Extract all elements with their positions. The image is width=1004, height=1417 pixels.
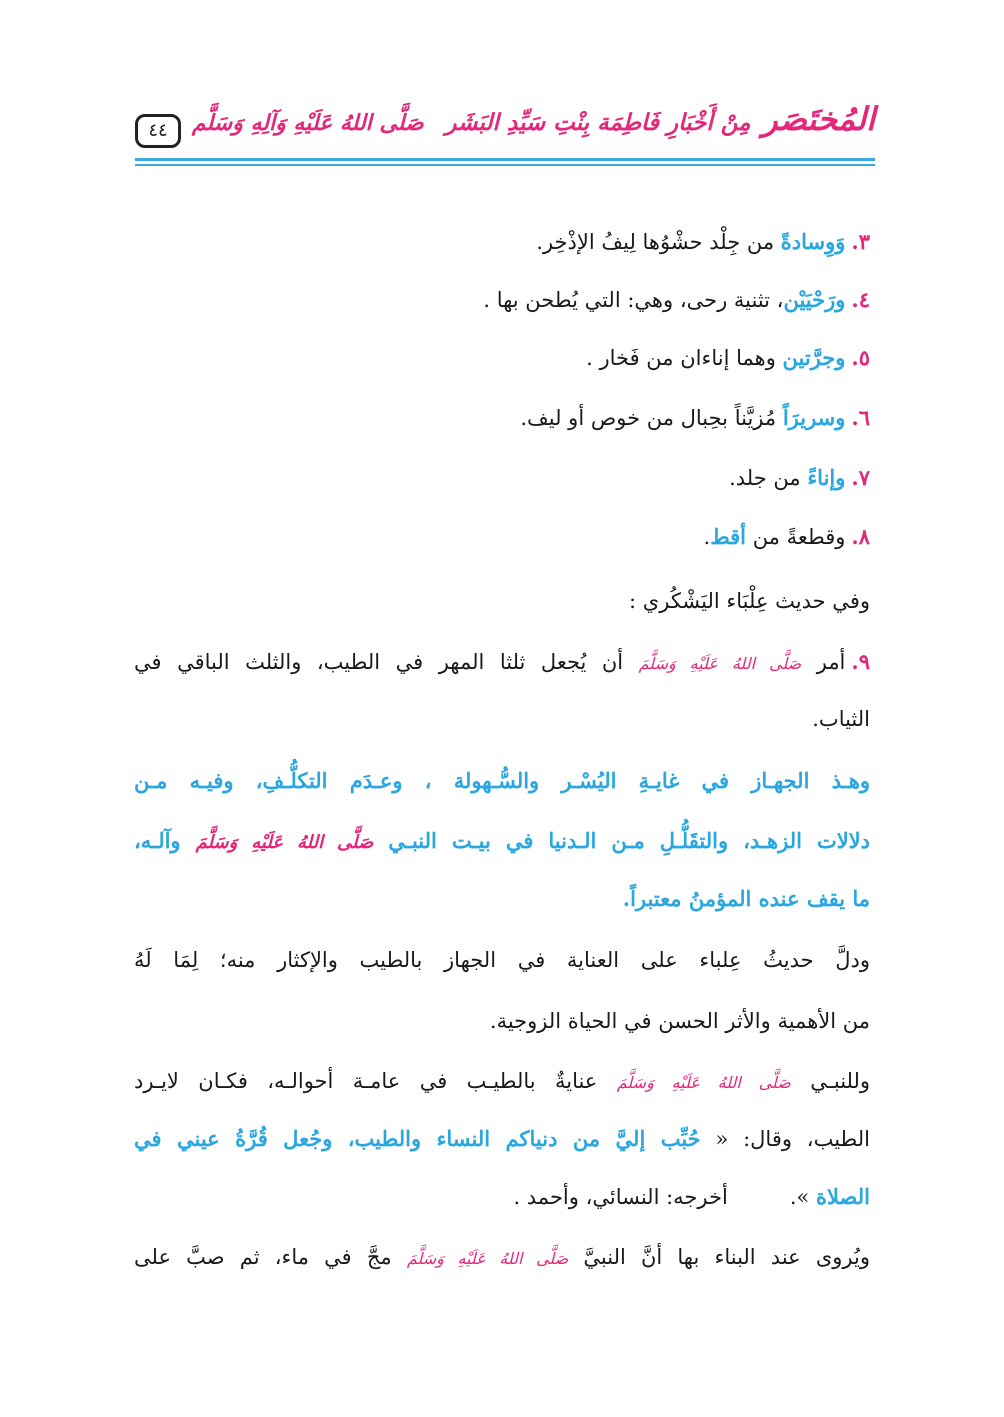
item-number: ٩. xyxy=(851,649,870,674)
list-item xyxy=(586,343,870,373)
item-keyword: أقط xyxy=(710,524,747,549)
highlight-line: وهـذ الجهـاز في غايـةِ اليُسْـر والسُّـهولة ، وعـدَم التكلُّـفِ، وفيـه مـن xyxy=(134,768,870,793)
paragraph-line xyxy=(134,1124,870,1154)
page-number: ٤٤ xyxy=(135,114,181,148)
title-main: المُختَصَر xyxy=(762,100,875,138)
item-number: ٨. xyxy=(851,524,870,549)
title-salat: صَلَّى اللهُ عَلَيْهِ وَآلِهِ وَسَلَّم xyxy=(191,110,424,136)
paragraph-line xyxy=(134,1242,870,1274)
page-header xyxy=(135,100,875,172)
item-text: ، تثنية رحى، وهي: التي يُطحن بها . xyxy=(483,288,784,312)
item-number: ٧. xyxy=(851,465,870,490)
item-number: ٣. xyxy=(851,229,870,254)
item-text: أمر xyxy=(801,650,846,674)
paragraph-text: عنايةٌ بالطيـب في عامـة أحوالـه، فكـان لايـرد xyxy=(134,1069,617,1093)
running-title xyxy=(193,100,875,154)
header-rule xyxy=(135,164,875,166)
item-keyword: وإناءً xyxy=(807,465,846,490)
hadith-quote: حُبِّب إليَّ من دنياكم النساء والطيب، وجُعل قُرَّةُ عيني في xyxy=(134,1126,701,1151)
item-keyword: وجرَّتين xyxy=(782,345,846,370)
title-sub: مِنْ أَخْبَارِ فَاطِمَة بِنْتِ سَيِّدِ البَشَر xyxy=(445,109,751,136)
item-keyword: وَوِسادةً xyxy=(780,229,846,254)
item-number: ٥. xyxy=(851,345,870,370)
list-item xyxy=(704,522,870,552)
intro-line: وفي حديث عِلْبَاء اليَشْكُري : xyxy=(629,589,870,613)
paragraph-line: من الأهمية والأثر الحسن في الحياة الزوجية. xyxy=(489,1009,870,1033)
highlight-text: دلالات الزهـد، والتقَلُّـلِ مـن الـدنيا في بيـت النبـي xyxy=(373,828,871,853)
paragraph-text: مجَّ في ماء، ثم صبَّ على xyxy=(134,1245,407,1269)
item-keyword: ورَحْيَيْن xyxy=(783,287,846,312)
paragraph-line xyxy=(513,1182,870,1212)
item-text: مُزيَّناً بحِبال من خوص أو ليف. xyxy=(520,406,783,430)
item-text: أن يُجعل ثلثا المهر في الطيب، والثلث الباقي في xyxy=(134,650,639,674)
paragraph-line: ودلَّ حديثُ عِلباء على العناية في الجهاز بالطيب والإكثار منه؛ لِمَا لَهُ xyxy=(134,948,870,972)
item-continuation: الثياب. xyxy=(812,707,870,731)
item-text: من جِلْد حشْوُها لِيفُ الإذْخِر. xyxy=(536,230,781,254)
item-text: وقطعةً من xyxy=(746,525,846,549)
item-keyword: وسريرَاً xyxy=(782,405,846,430)
highlight-line: ما يقف عنده المؤمنُ معتبراً. xyxy=(622,886,870,911)
paragraph-text: وللنبـي xyxy=(790,1069,871,1093)
list-item xyxy=(536,227,870,257)
highlight-text: وآلـه، xyxy=(134,828,196,853)
item-number: ٦. xyxy=(851,405,870,430)
salat-phrase: صَلَّى اللهُ عَلَيْهِ وَسَلَّمَ xyxy=(406,1249,569,1268)
salat-phrase: صَلَّى اللهُ عَلَيْهِ وَسَلَّمَ xyxy=(616,1073,791,1092)
header-rule xyxy=(135,158,875,161)
paragraph-line xyxy=(134,1066,870,1098)
hadith-reference: أخرجه: النسائي، وأحمد . xyxy=(513,1185,728,1209)
salat-phrase: صَلَّى اللهُ عَلَيْهِ وَسَلَّمَ xyxy=(638,654,802,673)
highlight-line xyxy=(134,826,870,858)
hadith-quote: الصلاة xyxy=(816,1184,870,1209)
paragraph-text: ويُروى عند البناء بها أنَّ النبيَّ xyxy=(568,1245,870,1269)
item-number: ٤. xyxy=(851,287,870,312)
item-text: من جلد. xyxy=(729,466,808,490)
paragraph-text: الطيب، وقال: « xyxy=(700,1127,870,1151)
item-text: وهما إناءان من فَخار . xyxy=(586,346,783,370)
list-item xyxy=(134,647,870,679)
list-item xyxy=(520,403,870,433)
list-item xyxy=(729,463,870,493)
paragraph-text: ». xyxy=(789,1185,817,1209)
salat-phrase: صَلَّى اللهُ عَلَيْهِ وَسَلَّمَ xyxy=(195,832,374,853)
item-text: . xyxy=(703,525,711,549)
list-item xyxy=(483,285,870,315)
